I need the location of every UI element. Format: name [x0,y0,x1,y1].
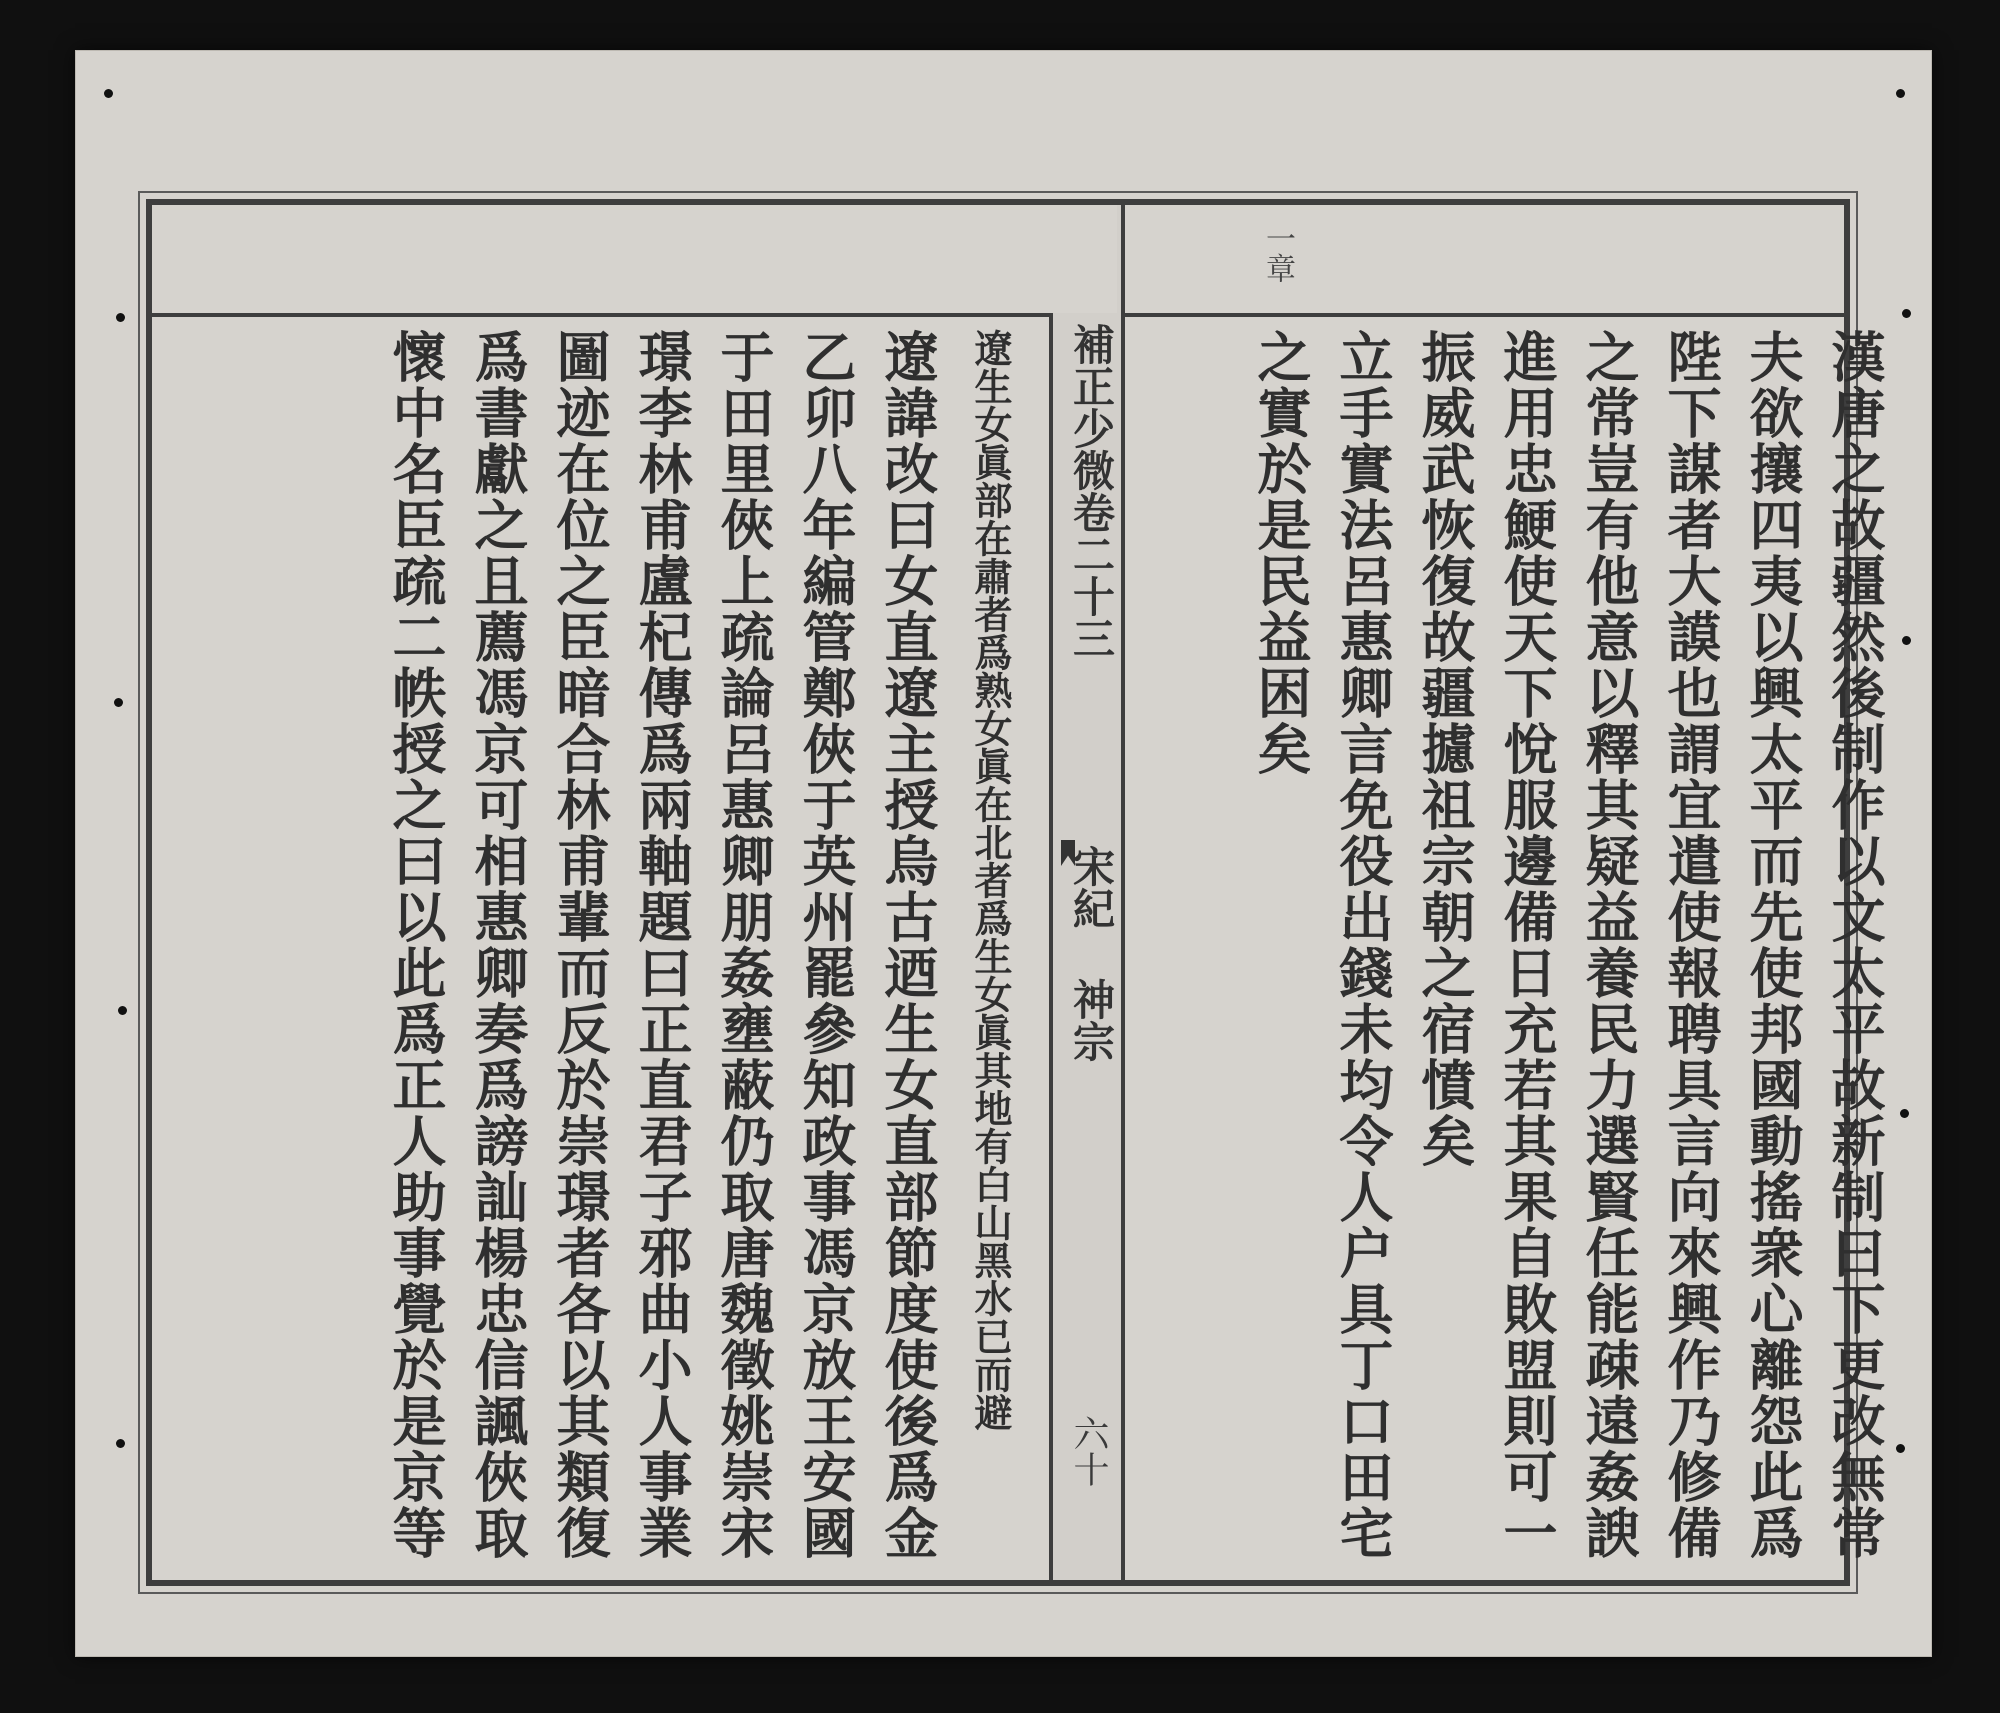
top-label: 一章 [1260,223,1295,283]
binding-hole [114,698,123,707]
text-column: 乙卯八年編管鄭俠于英州罷參知政事馮京放王安國 [794,329,858,1561]
binding-hole [1902,309,1911,318]
binding-hole [116,1439,125,1448]
chapter-label: 宋紀 神宗 [1067,845,1116,1062]
binding-hole [118,1006,127,1015]
text-column: 璟李林甫盧杞傳爲兩軸題曰正直君子邪曲小人事業 [630,329,694,1561]
text-column: 陛下謀者大謨也謂宜遣使報聘具言向來興作乃修備 [1659,329,1723,1561]
header-gap [1049,205,1117,313]
text-column: 振威武恢復故疆攄祖宗朝之宿憤矣 [1413,329,1477,1169]
binding-hole [116,313,125,322]
text-column: 遼生女眞部在肅者爲熟女眞在北者爲生女眞其地有白山黑水已而避 [968,329,1013,1431]
text-column: 圖迹在位之臣暗合林甫輩而反於崇璟者各以其類復 [548,329,612,1561]
binding-hole [1902,636,1911,645]
binding-hole [1896,89,1905,98]
book-title: 補正少微卷二十三 [1067,323,1116,659]
left-half-page [182,329,1032,1564]
binding-hole [104,89,113,98]
woodblock-page-sheet [75,50,1932,1657]
text-column: 之實於是民益困矣 [1249,329,1313,777]
header-band [152,205,1844,317]
text-column: 之常豈有他意以釋其疑益養民力選賢任能疎遠姦諛 [1577,329,1641,1561]
right-half-page [1137,329,1897,1564]
text-column: 進用忠鯁使天下悅服邊備日充若其果自敗盟則可一 [1495,329,1559,1561]
text-column: 立手實法呂惠卿言免役出錢未均令人户具丁口田宅 [1331,329,1395,1561]
text-column: 漢唐之故疆然後制作以文太平故新制曰下更改無常 [1823,329,1887,1561]
center-fold-column [1049,205,1125,1580]
printed-frame [146,199,1887,1586]
binding-hole [1900,1109,1909,1118]
page-number: 六十 [1068,1415,1109,1487]
text-column: 懷中名臣疏二帙授之曰以此爲正人助事覺於是京等 [384,329,448,1561]
text-column: 遼諱改曰女直遼主授烏古迺生女直部節度使後爲金 [876,329,940,1561]
text-column: 爲書獻之且薦馮京可相惠卿奏爲謗訕楊忠信諷俠取 [466,329,530,1561]
binding-hole [1896,1444,1905,1453]
text-column: 夫欲攘四夷以興太平而先使邦國動搖衆心離怨此爲 [1741,329,1805,1561]
text-column: 于田里俠上疏論呂惠卿朋姦壅蔽仍取唐魏徵姚崇宋 [712,329,776,1561]
